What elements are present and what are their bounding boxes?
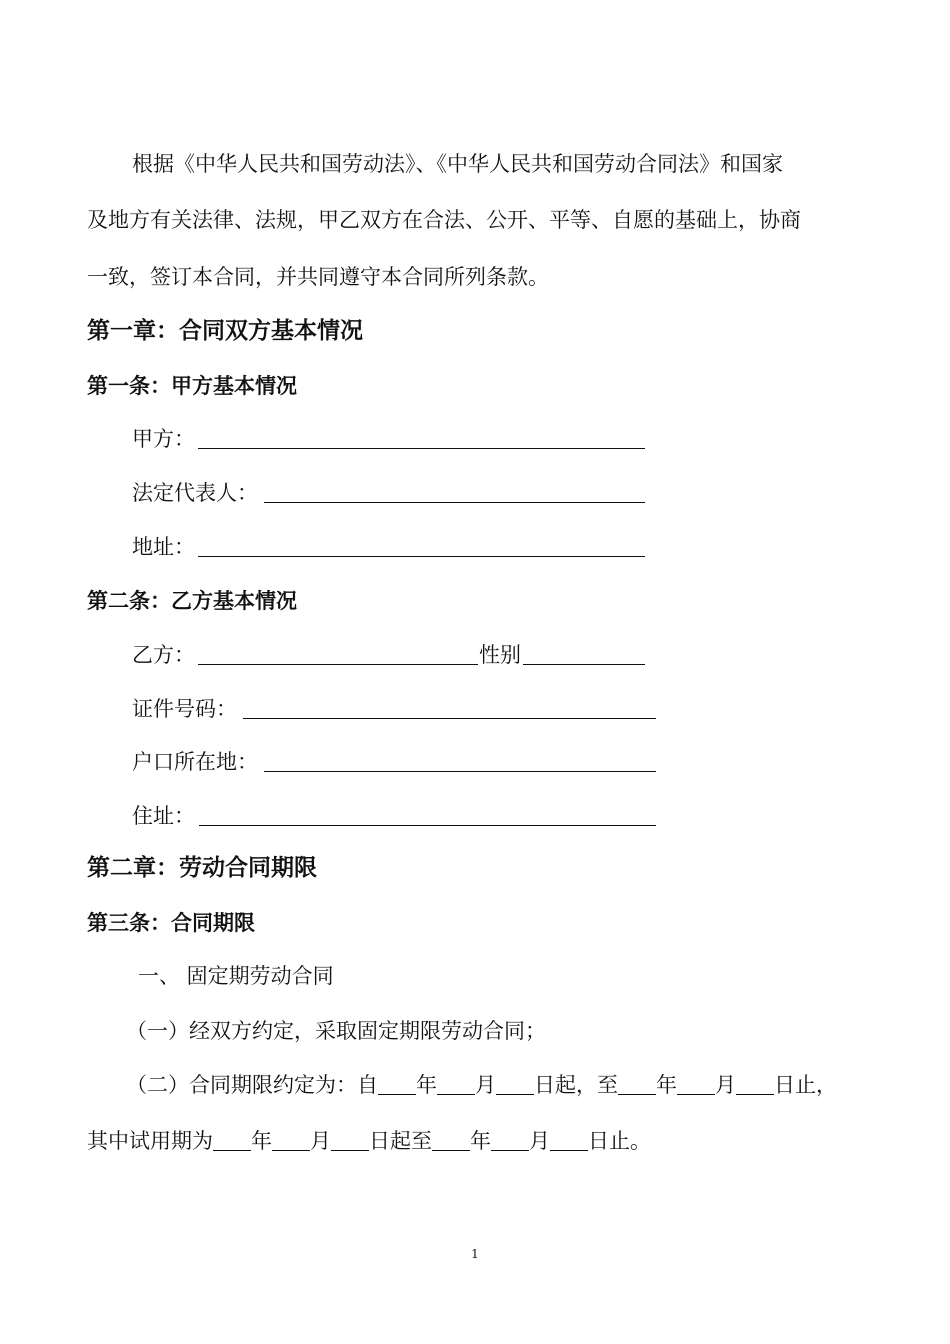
party-a-field[interactable] xyxy=(198,448,645,449)
article-1-heading: 第一条：甲方基本情况 xyxy=(87,374,297,398)
party-b-field[interactable] xyxy=(198,664,478,665)
gender-label: 性别 xyxy=(479,643,521,667)
sub-item-1: （一）经双方约定，采取固定期限劳动合同； xyxy=(126,1019,546,1043)
term-prefix: （二）合同期限约定为：自 xyxy=(126,1073,378,1097)
year-label: 年 xyxy=(416,1073,437,1097)
trial-end-day-field[interactable] xyxy=(550,1128,588,1151)
intro-line-1: 根据《中华人民共和国劳动法》、《中华人民共和国劳动合同法》和国家 xyxy=(132,152,783,176)
address-field[interactable] xyxy=(198,556,645,557)
month-label: 月 xyxy=(310,1129,331,1153)
end-day-field[interactable] xyxy=(736,1072,774,1095)
end-month-field[interactable] xyxy=(677,1072,715,1095)
hukou-label: 户口所在地： xyxy=(132,750,258,774)
item-fixed-term: 一、 固定期劳动合同 xyxy=(138,964,334,988)
start-month-field[interactable] xyxy=(437,1072,475,1095)
trial-line xyxy=(87,1126,651,1156)
id-number-label: 证件号码： xyxy=(132,697,237,721)
article-3-heading: 第三条：合同期限 xyxy=(87,911,255,935)
legal-rep-label: 法定代表人： xyxy=(132,481,258,505)
month-label: 月 xyxy=(475,1073,496,1097)
trial-start-month-field[interactable] xyxy=(272,1128,310,1151)
residence-label: 住址： xyxy=(132,804,195,828)
trial-end-year-field[interactable] xyxy=(432,1128,470,1151)
day-from-label: 日起，至 xyxy=(534,1073,618,1097)
day-to-label: 日止， xyxy=(774,1073,837,1097)
trial-end-label: 日止。 xyxy=(588,1129,651,1153)
trial-start-day-field[interactable] xyxy=(331,1128,369,1151)
trial-day-from-label: 日起至 xyxy=(369,1129,432,1153)
year-label: 年 xyxy=(251,1129,272,1153)
address-label: 地址： xyxy=(132,535,195,559)
gender-field[interactable] xyxy=(523,664,645,665)
article-2-heading: 第二条：乙方基本情况 xyxy=(87,589,297,613)
term-line xyxy=(126,1070,837,1100)
chapter-2-heading: 第二章：劳动合同期限 xyxy=(87,855,317,881)
end-year-field[interactable] xyxy=(618,1072,656,1095)
year-label: 年 xyxy=(656,1073,677,1097)
start-day-field[interactable] xyxy=(496,1072,534,1095)
party-a-label: 甲方： xyxy=(132,427,195,451)
trial-prefix: 其中试用期为 xyxy=(87,1129,213,1153)
year-label: 年 xyxy=(470,1129,491,1153)
trial-end-month-field[interactable] xyxy=(491,1128,529,1151)
residence-field[interactable] xyxy=(199,825,656,826)
trial-start-year-field[interactable] xyxy=(213,1128,251,1151)
id-number-field[interactable] xyxy=(243,718,656,719)
intro-line-2: 及地方有关法律、法规，甲乙双方在合法、公开、平等、自愿的基础上，协商 xyxy=(87,208,801,232)
hukou-field[interactable] xyxy=(264,771,656,772)
party-b-label: 乙方： xyxy=(132,643,195,667)
month-label: 月 xyxy=(529,1129,550,1153)
month-label: 月 xyxy=(715,1073,736,1097)
page-number: 1 xyxy=(471,1247,479,1261)
legal-rep-field[interactable] xyxy=(264,502,645,503)
intro-line-3: 一致，签订本合同，并共同遵守本合同所列条款。 xyxy=(87,265,549,289)
start-year-field[interactable] xyxy=(378,1072,416,1095)
chapter-1-heading: 第一章：合同双方基本情况 xyxy=(87,318,363,344)
